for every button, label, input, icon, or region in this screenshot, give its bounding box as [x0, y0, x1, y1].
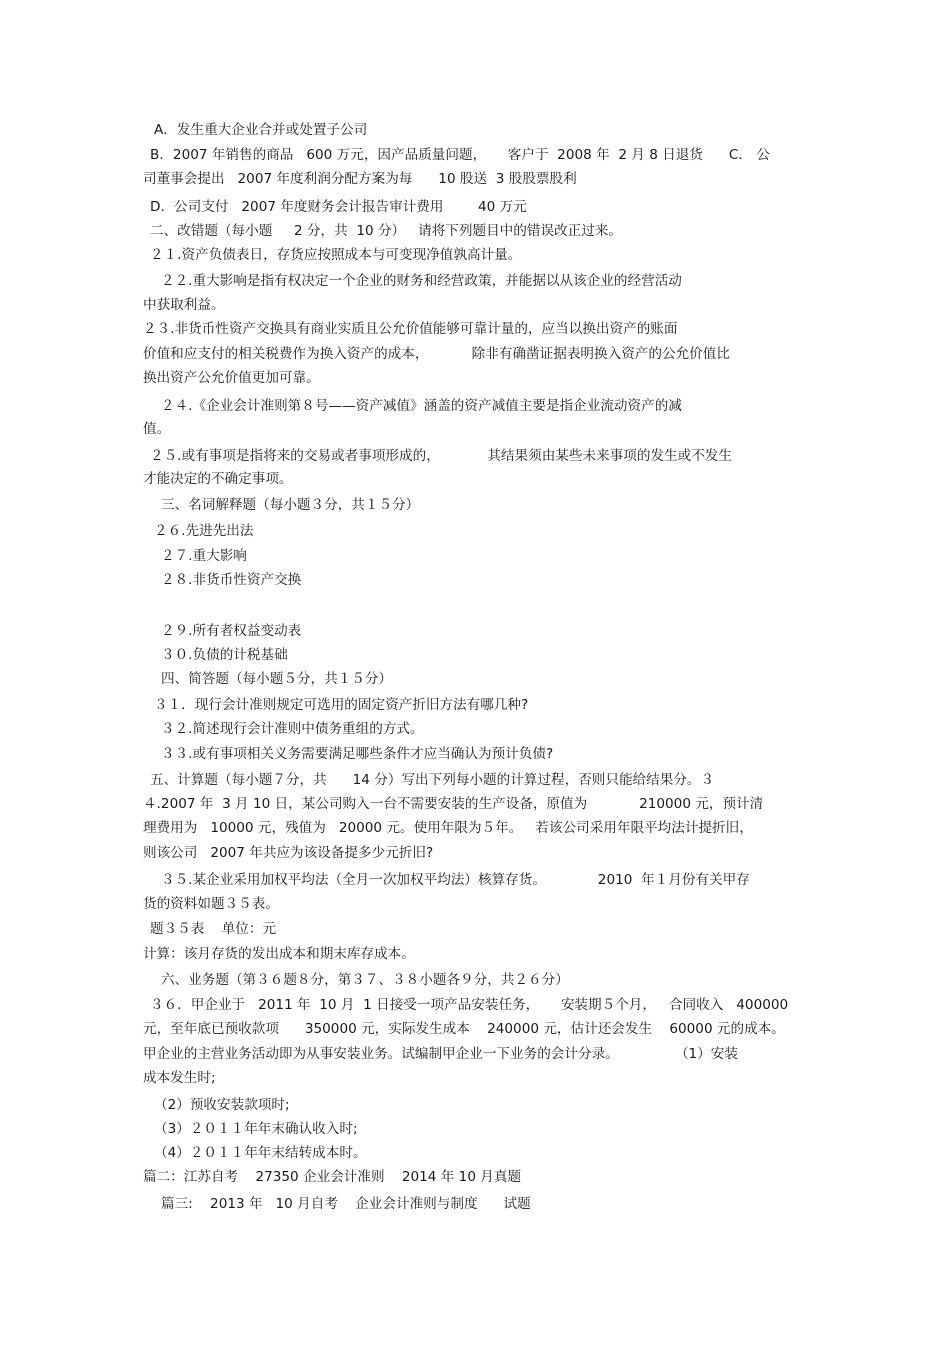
question-35-calculation: 计算：该月存货的发出成本和期末库存成本。 — [143, 946, 415, 962]
question-25: ２５.或有事项是指将来的交易或者事项形成的， 其结果须由某些未来事项的发生或不发生 — [150, 448, 733, 464]
question-22-continuation: 中获取利益。 — [143, 297, 225, 313]
question-36-item-4: （4）２０１１年年末结转成本时。 — [154, 1145, 367, 1161]
question-28: ２８.非货币性资产交换 — [161, 572, 302, 588]
section-3-heading: 三、名词解释题（每小题３分，共１５分） — [161, 497, 420, 513]
option-d-line: D．公司支付 2007 年度财务会计报告审计费用 40 万元 — [150, 199, 527, 215]
part-3-title: 篇三: 2013 年 10 月自考 企业会计准则与制度 试题 — [161, 1196, 531, 1212]
question-34-continuation-1: 理费用为 10000 元，残值为 20000 元。使用年限为５年。 若该公司采用年限平均法计提折旧， — [143, 820, 753, 836]
question-22: ２２.重大影响是指有权决定一个企业的财务和经营政策，并能据以从该企业的经营活动 — [161, 273, 682, 289]
question-36-continuation-1: 元，至年底已预收款项 350000 元，实际发生成本 240000 元，估计还会发生 60000 元的成本。 — [143, 1021, 785, 1037]
question-36-item-2: （2）预收安装款项时; — [154, 1097, 290, 1113]
question-24-continuation: 值。 — [143, 421, 171, 437]
question-34-continuation-2: 则该公司 2007 年共应为该设备提多少元折旧? — [143, 845, 434, 861]
question-32: ３２.简述现行会计准则中债务重组的方式。 — [161, 721, 424, 737]
question-29: ２９.所有者权益变动表 — [161, 623, 302, 639]
section-2-heading: 二、改错题（每小题 2 分，共 10 分） 请将下列题目中的错误改正过来。 — [150, 223, 623, 239]
question-21: ２１.资产负债表日，存货应按照成本与可变现净值孰高计量。 — [150, 247, 522, 263]
question-36-item-3: （3）２０１１年年末确认收入时; — [154, 1121, 358, 1137]
option-c-continuation-line: 司董事会提出 2007 年度利润分配方案为每 10 股送 3 股股票股利 — [143, 171, 577, 187]
option-a-line: A．发生重大企业合并或处置子公司 — [154, 122, 368, 138]
section-5-heading: 五、计算题（每小题７分，共 14 分）写出下列每小题的计算过程，否则只能给结果分。３ — [150, 772, 715, 788]
part-2-title: 篇二：江苏自考 27350 企业会计准则 2014 年 10 月真题 — [143, 1169, 522, 1185]
question-36: ３６．甲企业于 2011 年 10 月 1 日接受一项产品安装任务， 安装期５个月， 合同收入 400000 — [150, 997, 789, 1013]
question-36-continuation-3: 成本发生时; — [143, 1070, 216, 1086]
question-33: ３３.或有事项相关义务需要满足哪些条件才应当确认为预计负债? — [161, 746, 554, 762]
question-23: ２３.非货币性资产交换具有商业实质且公允价值能够可靠计量的，应当以换出资产的账面 — [143, 321, 678, 337]
section-6-heading: 六、业务题（第３６题８分，第３７、３８小题各９分，共２６分） — [161, 972, 569, 988]
question-34: ４.2007 年 3 月 10 日，某公司购入一台不需要安装的生产设备，原值为 210000 元，预计清 — [143, 796, 764, 812]
question-24: ２４.《企业会计准则第８号——资产减值》涵盖的资产减值主要是指企业流动资产的减 — [161, 398, 682, 414]
question-27: ２７.重大影响 — [161, 548, 247, 564]
section-4-heading: 四、简答题（每小题５分，共１５分） — [161, 671, 393, 687]
question-35-continuation: 货的资料如题３５表。 — [143, 896, 279, 912]
question-23-continuation-2: 换出资产公允价值更加可靠。 — [143, 370, 320, 386]
question-35: ３５.某企业采用加权平均法（全月一次加权平均法）核算存货。 2010 年１月份有关甲存 — [161, 872, 750, 888]
question-30: ３０.负债的计税基础 — [161, 647, 288, 663]
option-b-line: B．2007 年销售的商品 600 万元，因产品质量问题， 客户于 2008 年 2 月 8 日退货 C． 公 — [150, 147, 770, 163]
question-26: ２６.先进先出法 — [154, 523, 254, 539]
question-36-continuation-2: 甲企业的主营业务活动即为从事安装业务。试编制甲企业一下业务的会计分录。 （1）安装 — [143, 1046, 738, 1062]
table-35-caption: 题３５表 单位：元 — [150, 921, 277, 937]
question-23-continuation-1: 价值和应支付的相关税费作为换入资产的成本， 除非有确凿证据表明换入资产的公允价值比 — [143, 346, 730, 362]
question-25-continuation: 才能决定的不确定事项。 — [143, 471, 293, 487]
question-31: ３１．现行会计准则规定可选用的固定资产折旧方法有哪几种? — [154, 697, 529, 713]
